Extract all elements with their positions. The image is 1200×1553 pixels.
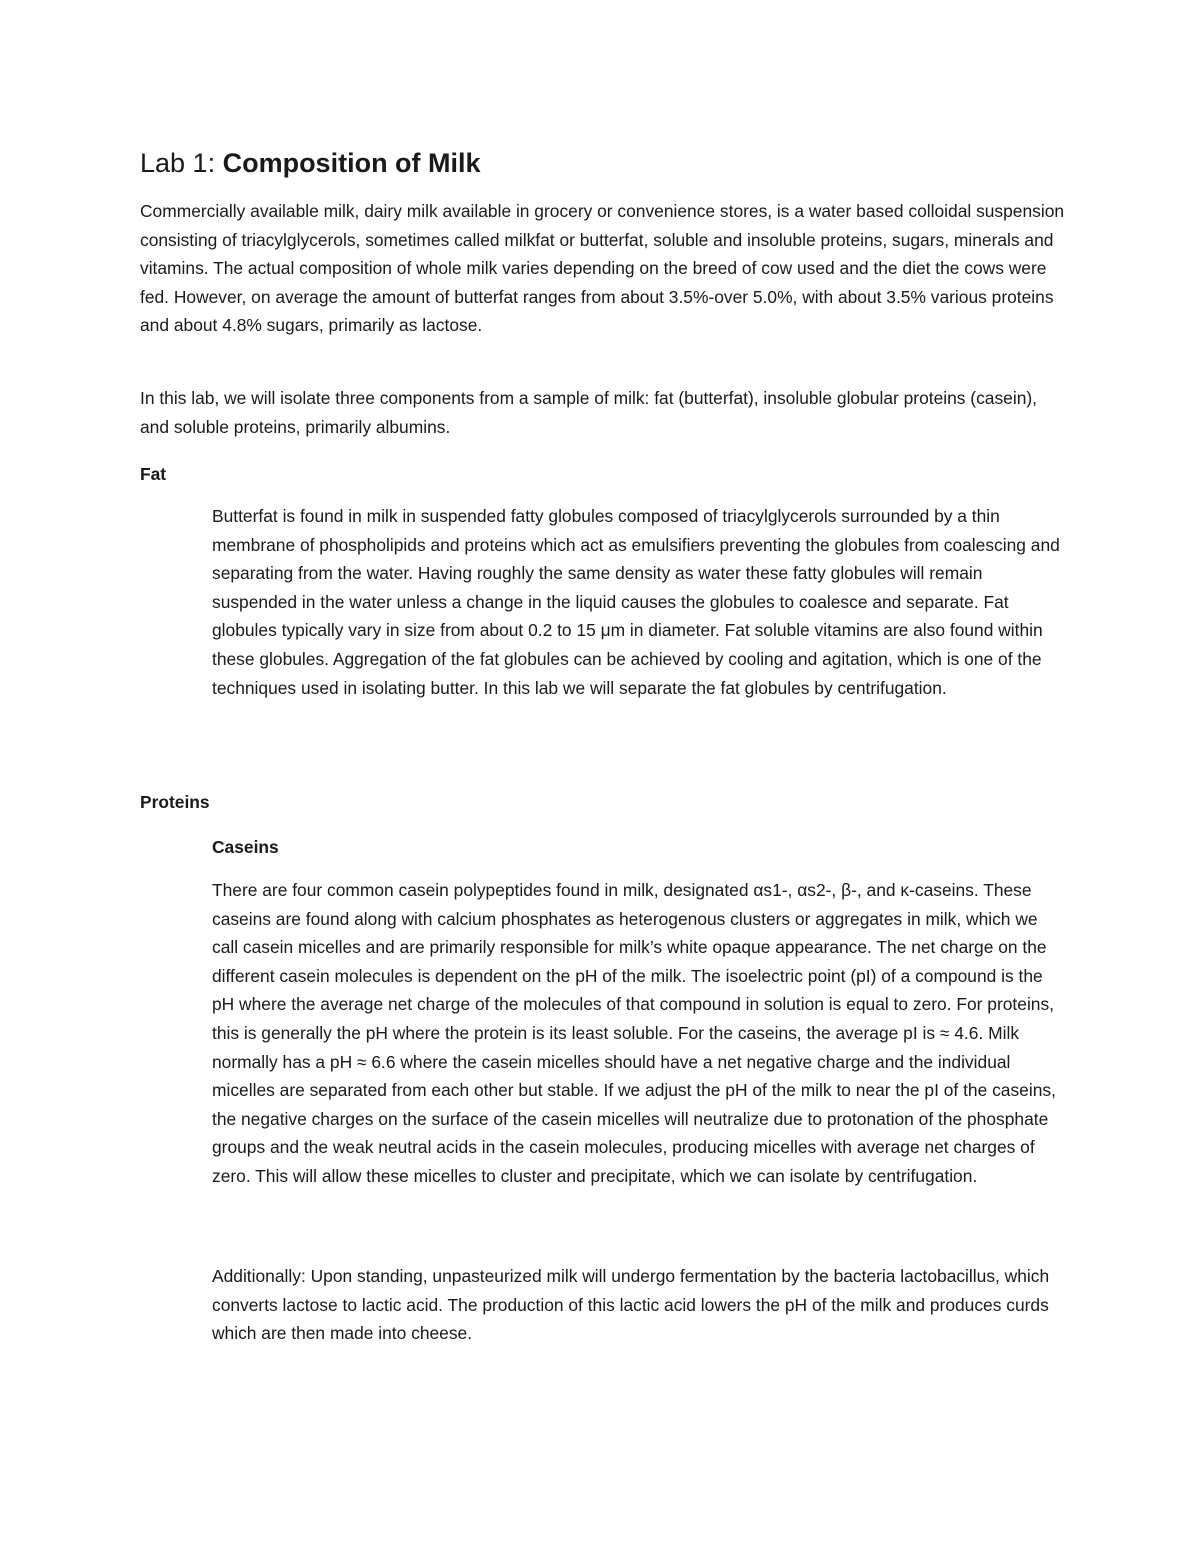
page-title xyxy=(140,143,481,183)
lab-paragraph: In this lab, we will isolate three components from a sample of milk: fat (butterfat), insoluble globular proteins (casein), and soluble proteins, primarily albumins. xyxy=(140,388,1037,437)
title-prefix: Lab 1: xyxy=(140,148,223,178)
fat-paragraph: Butterfat is found in milk in suspended fatty globules composed of triacylglycerols surrounded by a thin membrane of phospholipids and proteins which act as emulsifiers preventing the globules from coalescing and separating from the water. Having roughly the same density as water these fatty globules will remain suspended in the water unless a change in the liquid causes the globules to coalesce and separate. Fat globules typically vary in size from about 0.2 to 15 μm in diameter. Fat soluble vitamins are also found within these globules. Aggregation of the fat globules can be achieved by cooling and agitation, which is one of the techniques used in isolating butter. In this lab we will separate the fat globules by centrifugation. xyxy=(212,506,1060,698)
fat-heading: Fat xyxy=(140,464,167,484)
title-main: Composition of Milk xyxy=(222,148,481,178)
additionally-paragraph: Additionally: Upon standing, unpasteurized milk will undergo fermentation by the bacteria lactobacillus, which converts lactose to lactic acid. The production of this lactic acid lowers the pH of the milk and produces curds which are then made into cheese. xyxy=(212,1266,1050,1344)
intro-paragraph: Commercially available milk, dairy milk available in grocery or convenience stores, is a water based colloidal suspension consisting of triacylglycerols, sometimes called milkfat or butterfat, soluble and insoluble proteins, sugars, minerals and vitamins. The actual composition of whole milk varies depending on the breed of cow used and the diet the cows were fed. However, on average the amount of butterfat ranges from about 3.5%-over 5.0%, with about 3.5% various proteins and about 4.8% sugars, primarily as lactose. xyxy=(140,201,1065,336)
proteins-heading: Proteins xyxy=(140,792,210,812)
caseins-heading: Caseins xyxy=(212,837,279,857)
caseins-paragraph: There are four common casein polypeptides found in milk, designated αs1-, αs2-, β-, and κ-caseins. These caseins are found along with calcium phosphates as heterogenous clusters or aggregates in milk, which we call casein micelles and are primarily responsible for milk’s white opaque appearance. The net charge on the different casein molecules is dependent on the pH of the milk. The isoelectric point (pI) of a compound is the pH where the average net charge of the molecules of that compound in solution is equal to zero. For proteins, this is generally the pH where the protein is its least soluble. For the caseins, the average pI is ≈ 4.6. Milk normally has a pH ≈ 6.6 where the casein micelles should have a net negative charge and the individual micelles are separated from each other but stable. If we adjust the pH of the milk to near the pI of the caseins, the negative charges on the surface of the casein micelles will neutralize due to protonation of the phosphate groups and the weak neutral acids in the casein molecules, producing micelles with average net charges of zero. This will allow these micelles to cluster and precipitate, which we can isolate by centrifugation. xyxy=(212,880,1056,1186)
